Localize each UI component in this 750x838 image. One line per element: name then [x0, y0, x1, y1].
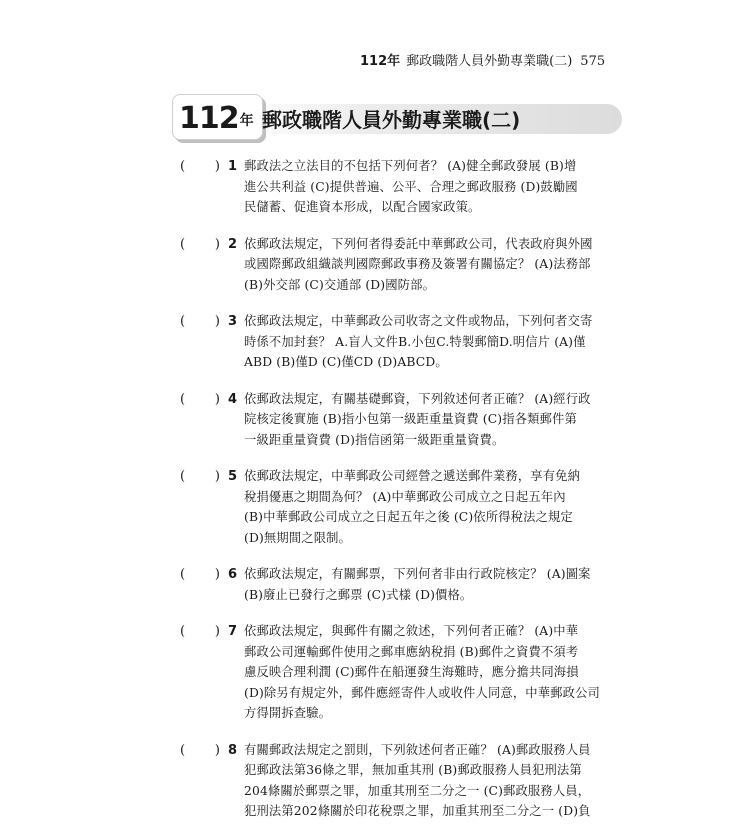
running-header-title: 郵政職階人員外勤專業職(二)	[406, 54, 573, 69]
question-line: 依郵政法規定，與郵件有關之敘述，下列何者正確？ (A)中華	[244, 624, 579, 638]
question-line: 204條關於郵票之罪，加重其刑至二分之一 (C)郵政服務人員，	[244, 783, 591, 798]
answer-paren-close: )	[214, 236, 220, 252]
question-line: 犯刑法第202條關於印花稅票之罪，加重其刑至二分之一 (D)負	[244, 804, 591, 818]
answer-paren-open: (	[180, 469, 186, 484]
answer-paren-open: (	[180, 159, 186, 174]
year-badge-suffix: 年	[239, 113, 254, 129]
answer-blank	[180, 621, 220, 642]
question-line: 或國際郵政組織談判國際郵政事務及簽署有關協定？ (A)法務部	[244, 257, 591, 271]
answer-blank	[180, 564, 220, 585]
question-number: 3	[228, 314, 238, 329]
year-badge	[172, 94, 263, 140]
answer-blank	[180, 311, 220, 332]
question-line: (B)廢止已發行之郵票 (C)式樣 (D)價格。	[244, 587, 473, 602]
answer-paren-close: )	[214, 624, 220, 639]
question-line: 有關郵政法規定之罰則，下列敘述何者正確？ (A)郵政服務人員	[244, 742, 591, 757]
question-item	[180, 234, 608, 296]
question-item	[180, 564, 608, 605]
question-item	[180, 156, 608, 218]
question-line: ABD (B)僅D (C)僅CD (D)ABCD。	[244, 355, 448, 369]
answer-blank	[180, 156, 220, 177]
question-line: (D)無期間之限制。	[244, 530, 352, 545]
question-text	[244, 621, 608, 724]
question-line: 犯郵政法第36條之罪，無加重其刑 (B)郵政服務人員犯刑法第	[244, 763, 582, 777]
question-line: 郵政公司運輸郵件使用之郵車應納稅捐 (B)郵件之資費不須考	[244, 644, 579, 659]
answer-paren-close: )	[214, 469, 220, 484]
running-header-year: 112年	[360, 54, 401, 69]
answer-paren-close: )	[214, 391, 220, 407]
title-banner	[172, 92, 622, 140]
question-item	[180, 466, 608, 548]
question-line: 民儲蓄、促進資本形成，以配合國家政策。	[244, 200, 481, 214]
question-item	[180, 621, 608, 724]
question-number: 5	[228, 469, 238, 484]
question-number: 1	[228, 159, 238, 174]
question-line: 院核定後實施 (B)指小包第一級距重量資費 (C)指各類郵件第	[244, 412, 577, 426]
question-text	[244, 156, 608, 218]
question-text	[244, 311, 608, 373]
answer-paren-open: (	[180, 567, 186, 582]
question-line: 一級距重量資費 (D)指信函第一級距重量資費。	[244, 432, 505, 447]
question-line: 依郵政法規定，中華郵政公司收寄之文件或物品，下列何者交寄	[244, 314, 593, 328]
answer-paren-close: )	[214, 159, 220, 174]
question-list	[180, 156, 608, 838]
question-line: 依郵政法規定，有關郵票，下列何者非由行政院核定？ (A)圖案	[244, 567, 591, 581]
question-line: 慮反映合理利潤 (C)郵件在船運發生海難時，應分擔共同海損	[244, 665, 579, 679]
answer-blank	[180, 466, 220, 487]
question-text	[244, 740, 608, 822]
answer-blank	[180, 389, 220, 410]
answer-paren-open: (	[180, 624, 186, 639]
answer-blank	[180, 740, 220, 761]
question-line: 郵政法之立法目的不包括下列何者？ (A)健全郵政發展 (B)增	[244, 159, 577, 173]
question-number: 4	[228, 391, 238, 407]
question-item	[180, 740, 608, 822]
question-line: 依郵政法規定，中華郵政公司經營之遞送郵件業務，享有免納	[244, 469, 581, 483]
question-line: 依郵政法規定，有關基礎郵資，下列敘述何者正確？ (A)經行政	[244, 391, 591, 406]
question-text	[244, 466, 608, 548]
question-text	[244, 389, 608, 451]
answer-paren-open: (	[180, 314, 186, 329]
question-text	[244, 564, 608, 605]
answer-paren-open: (	[180, 742, 186, 758]
answer-paren-close: )	[214, 567, 220, 582]
question-line: 時係不加封套？ A.盲人文件B.小包C.特製郵簡D.明信片 (A)僅	[244, 334, 586, 349]
year-badge-number: 112	[179, 101, 239, 136]
question-line: 稅捐優惠之期間為何？ (A)中華郵政公司成立之日起五年內	[244, 489, 566, 504]
question-line: (D)除另有規定外，郵件應經寄件人或收件人同意，中華郵政公司	[244, 685, 600, 700]
question-line: (B)中華郵政公司成立之日起五年之後 (C)依所得稅法之規定	[244, 510, 573, 524]
question-number: 2	[228, 236, 238, 252]
page-title: 郵政職階人員外勤專業職(二)	[262, 108, 521, 132]
page-number: 575	[580, 54, 606, 69]
answer-paren-close: )	[214, 742, 220, 758]
question-item	[180, 311, 608, 373]
answer-blank	[180, 234, 220, 255]
question-line: 進公共利益 (C)提供普遍、公平、合理之郵政服務 (D)鼓勵國	[244, 179, 578, 194]
question-text	[244, 234, 608, 296]
question-number: 7	[228, 624, 238, 639]
question-item	[180, 389, 608, 451]
answer-paren-close: )	[214, 314, 220, 329]
question-number: 6	[228, 567, 238, 582]
question-line: 依郵政法規定，下列何者得委託中華郵政公司，代表政府與外國	[244, 236, 593, 251]
question-line: 方得開拆查驗。	[244, 706, 332, 720]
answer-paren-open: (	[180, 391, 186, 407]
running-header	[360, 50, 605, 69]
question-number: 8	[228, 742, 238, 758]
question-line: (B)外交部 (C)交通部 (D)國防部。	[244, 277, 436, 292]
answer-paren-open: (	[180, 236, 186, 252]
